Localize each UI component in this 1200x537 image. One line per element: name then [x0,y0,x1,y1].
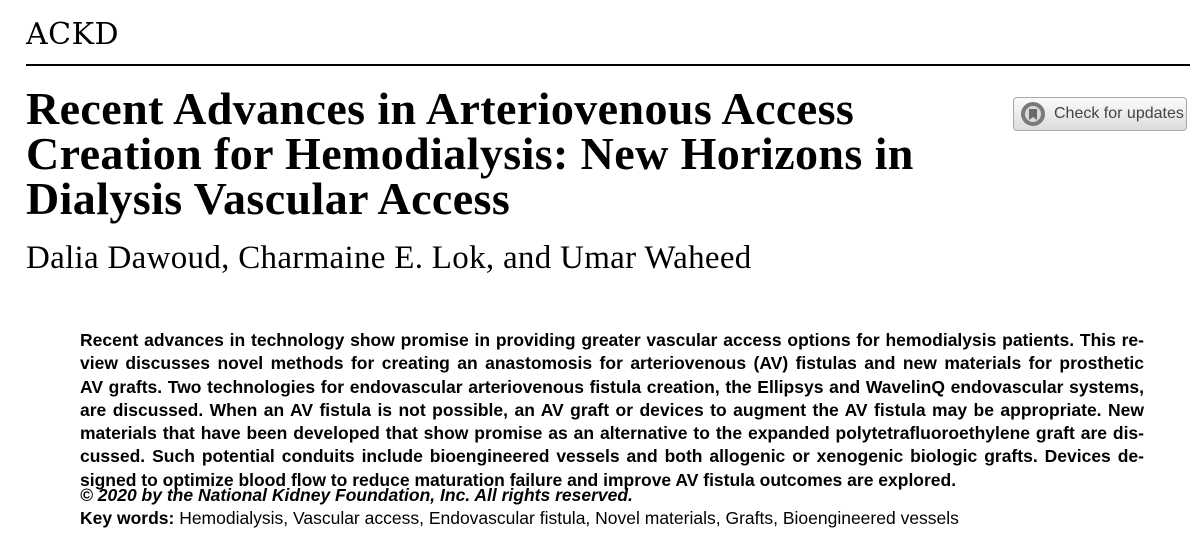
abstract-line: Recent advances in technology show promise in providing greater vascular access options for hemodialysis patients. This re- [80,330,1144,350]
check-for-updates-label: Check for updates [1054,105,1184,122]
abstract-line: are discussed. When an AV fistula is not possible, an AV graft or devices to augment the AV fistula may be appropriate. New [80,399,1144,420]
copyright-notice: © 2020 by the National Kidney Foundation, Inc. All rights reserved. [80,485,633,505]
title-line: Creation for Hemodialysis: New Horizons in [26,128,914,179]
keywords [80,507,959,530]
crossmark-icon [1020,101,1046,127]
title-line: Recent Advances in Arteriovenous Access [26,83,855,134]
keywords-label: Key words: [80,508,175,528]
keywords-text: Hemodialysis, Vascular access, Endovascular fistula, Novel materials, Grafts, Bioengineered vessels [174,508,959,528]
abstract-line: materials that have been developed that show promise as an alternative to the expanded polytetrafluoroethylene graft are dis- [80,423,1144,444]
author-list: Dalia Dawoud, Charmaine E. Lok, and Umar Waheed [26,240,752,276]
abstract-line: AV grafts. Two technologies for endovascular arteriovenous fistula creation, the Ellipsys and WavelinQ endovascular systems, [80,376,1144,397]
article-title [26,83,986,224]
abstract-line: signed to optimize blood flow to reduce maturation failure and improve AV fistula outcomes are explored. [80,469,957,490]
abstract [80,329,1144,492]
header-divider [26,64,1190,66]
title-line: Dialysis Vascular Access [26,173,511,224]
check-for-updates-button[interactable] [1013,97,1187,131]
journal-name: ACKD [26,17,120,52]
abstract-line: view discusses novel methods for creating an anastomosis for arteriovenous (AV) fistulas and new materials for prosthetic [80,353,1144,374]
abstract-line: cussed. Such potential conduits include bioengineered vessels and both allogenic or xenogenic biologic grafts. Devices de- [80,446,1144,467]
